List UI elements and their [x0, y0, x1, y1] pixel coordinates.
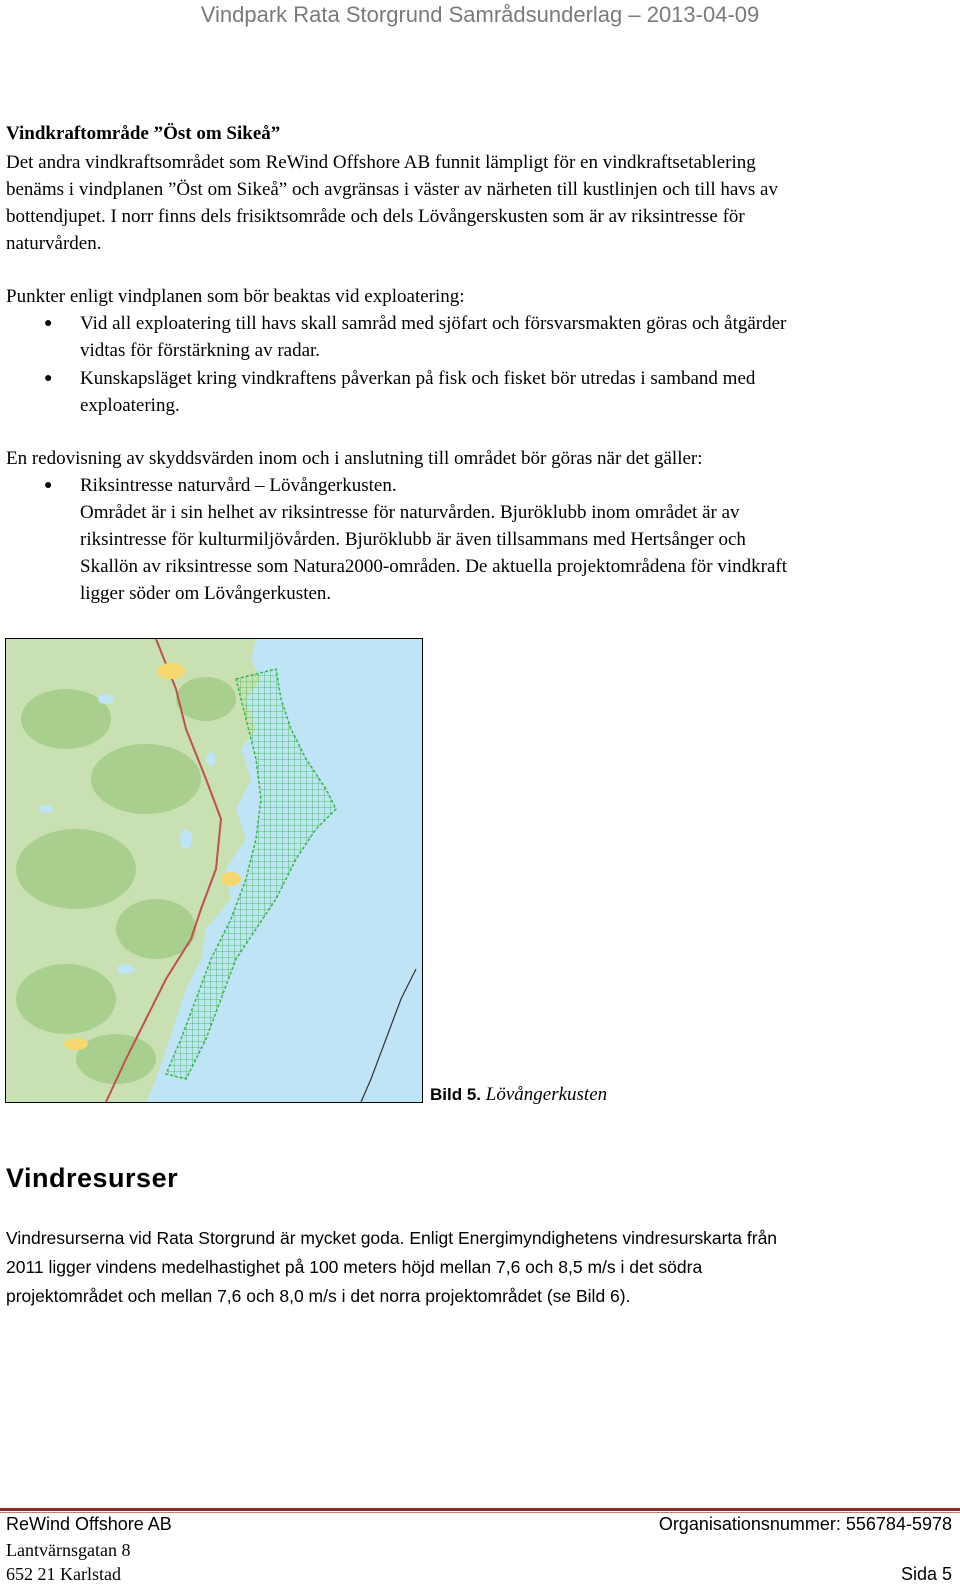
- paragraph-line: 2011 ligger vindens medelhastighet på 100 meters höjd mellan 7,6 och 8,5 m/s i det södra: [6, 1257, 703, 1277]
- map-image: [6, 639, 422, 1102]
- map-figure: [5, 638, 423, 1103]
- paragraph-line: naturvården.: [6, 233, 102, 254]
- list-item-line: Riksintresse naturvård – Lövångerkusten.: [80, 475, 397, 496]
- list-item-line: Kunskapsläget kring vindkraftens påverkan på fisk och fisket bör utredas i samband med: [80, 368, 756, 389]
- list-item-line: Skallön av riksintresse som Natura2000-områden. De aktuella projektområdena för vindkraft: [80, 556, 788, 577]
- list-item-line: Vid all exploatering till havs skall samråd med sjöfart och försvarsmakten göras och åtgärder: [80, 313, 787, 334]
- page-header: Vindpark Rata Storgrund Samrådsunderlag – 2013-04-09: [200, 2, 760, 27]
- list-item: [0, 366, 960, 420]
- list-item: [0, 473, 960, 613]
- footer-divider: [0, 1508, 960, 1511]
- list-item-line: ligger söder om Lövångerkusten.: [80, 583, 332, 604]
- list-intro: En redovisning av skyddsvärden inom och i anslutning till området bör göras när det gäller:: [6, 448, 703, 469]
- list-item-line: Området är i sin helhet av riksintresse för naturvården. Bjuröklubb inom området är av: [80, 502, 740, 523]
- list-item-line: riksintresse för kulturmiljövården. Bjuröklubb är även tillsammans med Hertsånger och: [80, 529, 746, 550]
- figure-caption: [430, 1084, 607, 1106]
- caption-text: Lövångerkusten: [485, 1084, 608, 1105]
- caption-label: Bild 5.: [430, 1085, 482, 1104]
- paragraph: [6, 1224, 952, 1311]
- footer-divider-thin: [0, 1512, 960, 1513]
- bullet-icon: ●: [44, 478, 53, 493]
- bullet-icon: ●: [44, 316, 53, 331]
- paragraph-line: projektområdet och mellan 7,6 och 8,0 m/s i det norra projektområdet (se Bild 6).: [6, 1286, 631, 1306]
- list-intro: Punkter enligt vindplanen som bör beaktas vid exploatering:: [6, 286, 465, 307]
- footer-street: Lantvärnsgatan 8: [6, 1540, 131, 1560]
- paragraph-line: benäms i vindplanen ”Öst om Sikeå” och avgränsas i väster av närheten till kustlinjen och till havs av: [6, 179, 778, 200]
- footer-company: ReWind Offshore AB: [6, 1514, 172, 1534]
- paragraph-line: bottendjupet. I norr finns dels frisiktsområde och dels Lövångerskusten som är av riksintresse för: [6, 206, 745, 227]
- list-item-line: vidtas för förstärkning av radar.: [80, 340, 321, 361]
- footer-city: 652 21 Karlstad: [6, 1564, 121, 1584]
- paragraph-line: Vindresurserna vid Rata Storgrund är mycket goda. Enligt Energimyndighetens vindresurskarta från: [6, 1228, 778, 1248]
- footer-org-number: Organisationsnummer: 556784-5978: [658, 1514, 952, 1534]
- bullet-icon: ●: [44, 371, 53, 386]
- section-heading: Vindresurser: [6, 1163, 179, 1193]
- list-item: [0, 311, 960, 365]
- section-heading: Vindkraftområde ”Öst om Sikeå”: [6, 123, 281, 144]
- footer-page-number: Sida 5: [900, 1564, 952, 1584]
- paragraph-line: Det andra vindkraftsområdet som ReWind Offshore AB funnit lämpligt för en vindkraftsetablering: [6, 152, 756, 173]
- list-item-line: exploatering.: [80, 395, 180, 416]
